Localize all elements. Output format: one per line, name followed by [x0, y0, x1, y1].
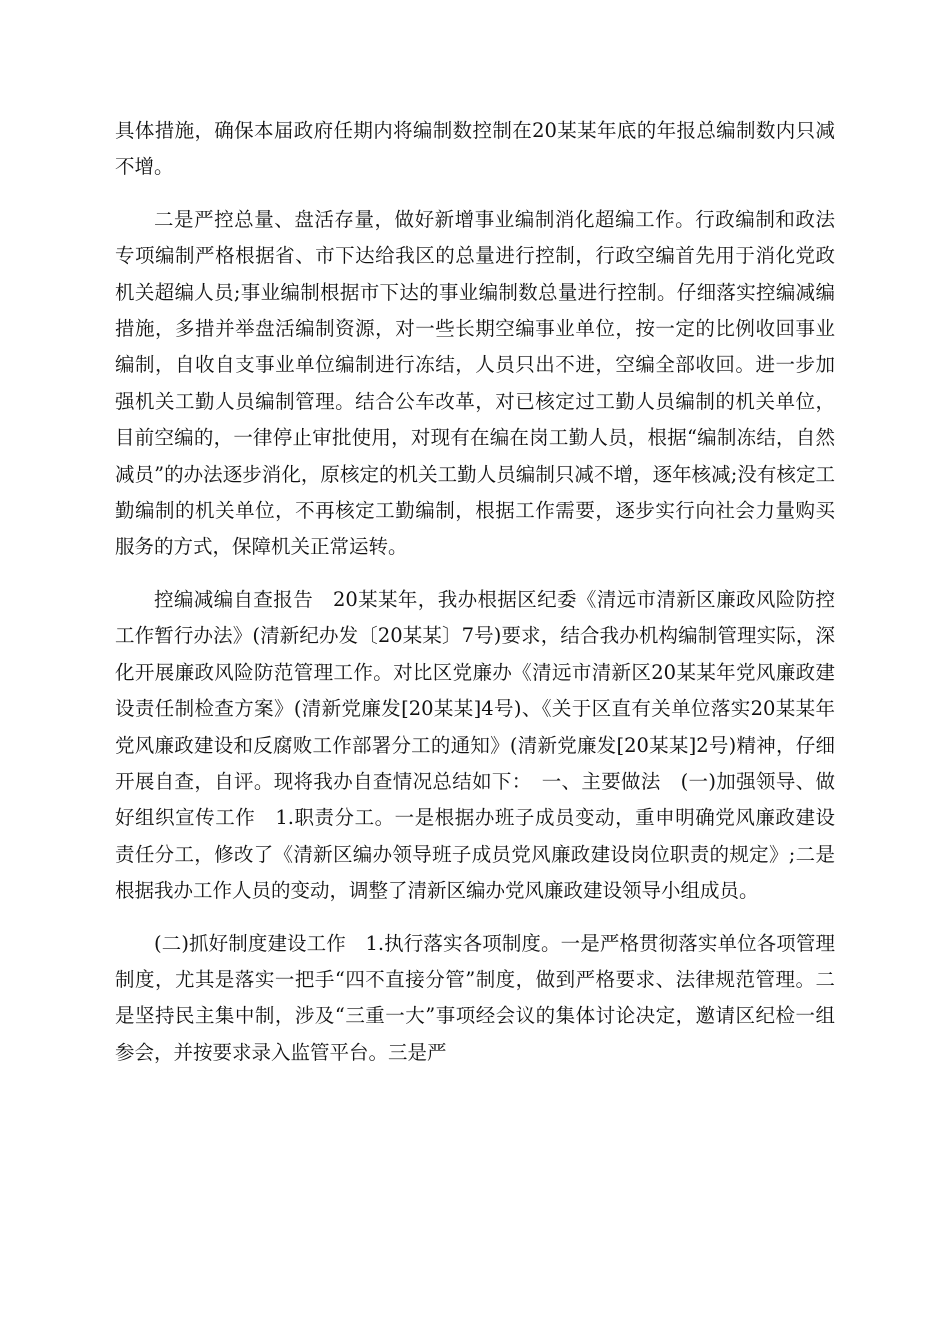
paragraph-2: 二是严控总量、盘活存量，做好新增事业编制消化超编工作。行政编制和政法专项编制严格根据省、市下达给我区的总量进行控制，行政空编首先用于消化党政机关超编人员;事业编制根据市下达的事业编制数总量进行控制。仔细落实控编减编措施，多措并举盘活编制资源，对一些长期空编事业单位，按一定的比例收回事业编制，自收自支事业单位编制进行冻结，人员只出不进，空编全部收回。进一步加强机关工勤人员编制管理。结合公车改革，对已核定过工勤人员编制的机关单位，目前空编的，一律停止审批使用，对现有在编在岗工勤人员，根据“编制冻结，自然减员”的办法逐步消化，原核定的机关工勤人员编制只减不增，逐年核减;没有核定工勤编制的机关单位，不再核定工勤编制，根据工作需要，逐步实行向社会力量购买服务的方式，保障机关正常运转。 — [115, 207, 835, 559]
paragraph-3: 控编减编自查报告 20某某年，我办根据区纪委《清远市清新区廉政风险防控工作暂行办法》(清新纪办发〔20某某〕7号)要求，结合我办机构编制管理实际，深化开展廉政风险防范管理工作。对比区党廉办《清远市清新区20某某年党风廉政建设责任制检查方案》(清新党廉发[20某某]4号)、《关于区直有关单位落实20某某年党风廉政建设和反腐败工作部署分工的通知》(清新党廉发[20某某]2号)精神，仔细开展自查，自评。现将我办自查情况总结如下： 一、主要做法 (一)加强领导、做好组织宣传工作 1.职责分工。一是根据办班子成员变动，重申明确党风廉政建设责任分工，修改了《清新区编办领导班子成员党风廉政建设岗位职责的规定》;二是根据我办工作人员的变动，调整了清新区编办党风廉政建设领导小组成员。 — [115, 587, 835, 903]
paragraph-1: 具体措施，确保本届政府任期内将编制数控制在20某某年底的年报总编制数内只减不增。 — [115, 119, 835, 179]
document-body — [115, 113, 835, 1087]
paragraph-4: (二)抓好制度建设工作 1.执行落实各项制度。一是严格贯彻落实单位各项管理制度，尤其是落实一把手“四不直接分管”制度，做到严格要求、法律规范管理。二是坚持民主集中制，涉及“三重一大”事项经会议的集体讨论决定，邀请区纪检一组参会，并按要求录入监管平台。三是严 — [115, 931, 835, 1064]
